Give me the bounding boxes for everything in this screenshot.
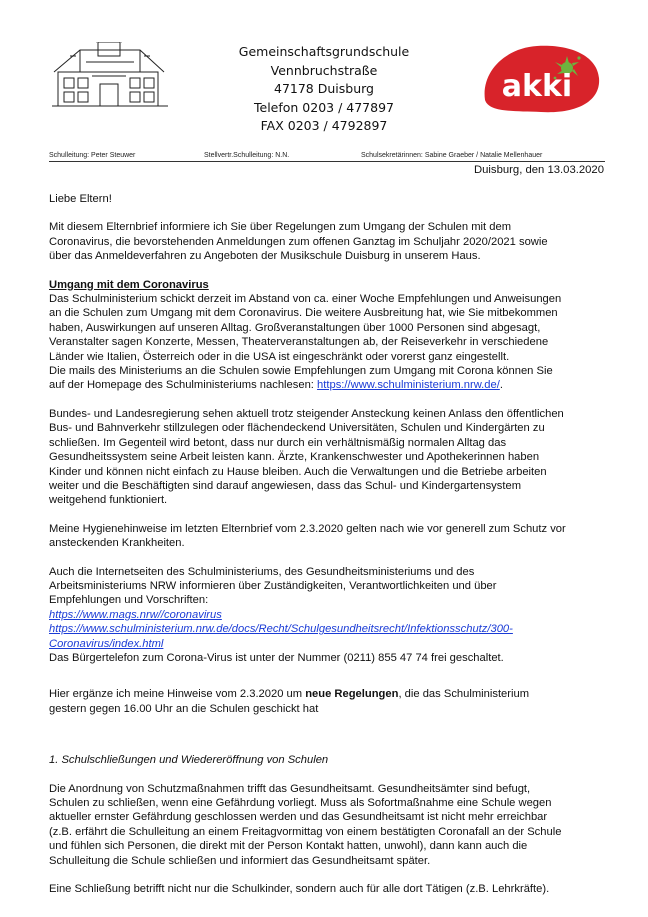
school-phone: Telefon 0203 / 477897 xyxy=(254,99,394,115)
mags-link[interactable]: https://www.mags.nrw//coronavirus xyxy=(49,608,222,621)
deputy-name: Stellvertr.Schulleitung: N.N. xyxy=(204,152,290,159)
websites-paragraph: Auch die Internetseiten des Schulministeriums, des Gesundheitsministeriums und des Arbeitsministeriums NRW informieren über Zuständigkeiten, Verantwortlichkeiten und über Empfehlungen und Vorschriften: https://www.mags.nrw//coronavirus https://www.schulministerium.nrw.de/docs/Recht/Schulgesundheitsrecht/Infektionsschutz/300- Coronavirus/index.html Das Bürgertelefon zum Corona-Virus ist unter der Nummer (0211) 855 47 74 frei geschaltet. xyxy=(49,565,609,666)
ministry-paragraph: Das Schulministerium schickt derzeit im Abstand von ca. einer Woche Empfehlungen und Anweisungen an die Schulen zum Umgang mit dem Coronavirus. Die weitere Ausbreitung hat, wie Sie mitbekommen haben, Auswirkungen auf unseren Alltag. Großveranstaltungen über 1000 Personen sind abgesagt, Veranstalter sagen Konzerte, Messen, Theaterveranstaltungen ab, der Reiseverkehr in verschiedene Länder wie Italien, Österreich oder in die USA ist eingeschränkt oder vorerst ganz eingestellt. Die mails des Ministeriums an die Schulen sowie Empfehlungen zum Umgang mit Corona können Sie auf der Homepage des Schulministeriums nachlesen: https://www.schulministerium.nrw.de/. xyxy=(49,293,562,392)
subsection-heading-closures: 1. Schulschließungen und Wiedereröffnung von Schulen xyxy=(49,754,329,767)
letter-body xyxy=(49,192,609,896)
secretaries-names: Schulsekretärinnen: Sabine Graeber / Natalie Mellenhauer xyxy=(361,152,543,159)
header-divider xyxy=(49,161,605,162)
akki-logo-text: akki xyxy=(501,69,573,104)
hygiene-paragraph: Meine Hygienehinweise im letzten Elternbrief vom 2.3.2020 gelten nach wie vor generell zum Schutz vor ansteckenden Krankheiten. xyxy=(49,522,566,550)
intro-paragraph: Mit diesem Elternbrief informiere ich Sie über Regelungen zum Umgang der Schulen mit dem Coronavirus, die bevorstehenden Anmeldungen zum offenen Ganztag im Schuljahr 2020/2021 sowie über das Anmeldeverfahren zu Angeboten der Musikschule Duisburg in unserem Haus. xyxy=(49,221,548,263)
hotline-text: Das Bürgertelefon zum Corona-Virus ist unter der Nummer (0211) 855 47 74 frei geschaltet. xyxy=(49,651,504,664)
closure-scope-paragraph: Eine Schließung betrifft nicht nur die Schulkinder, sondern auch für alle dort Tätigen (z.B. Lehrkräfte). xyxy=(49,883,550,896)
school-address-block xyxy=(200,43,448,136)
addendum-paragraph: Hier ergänze ich meine Hinweise vom 2.3.2020 um neue Regelungen, die das Schulministerium gestern gegen 16.00 Uhr an die Schulen geschickt hat xyxy=(49,688,530,715)
letter-date: Duisburg, den 13.03.2020 xyxy=(473,164,604,176)
school-fax: FAX 0203 / 4792897 xyxy=(260,118,388,133)
schulministerium-infection-link-cont[interactable]: Coronavirus/index.html xyxy=(49,637,164,650)
school-name: Gemeinschaftsgrundschule xyxy=(238,44,410,59)
school-city: 47178 Duisburg xyxy=(274,81,374,96)
schulministerium-infection-link[interactable]: https://www.schulministerium.nrw.de/docs/Recht/Schulgesundheitsrecht/Infektionsschutz/300- xyxy=(49,623,513,636)
government-paragraph: Bundes- und Landesregierung sehen aktuell trotz steigender Ansteckung keinen Anlass den öffentlichen Bus- und Bahnverkehr stillzulegen oder flächendeckend Universitäten, Schulen und Kindergärten zu schließen. Im Gegenteil wird betont, dass nur durch ein verhältnismäßig normalen Alltag das Gesundheitssystem seine Arbeit leisten kann. Ärzte, Krankenschwester und Apothekerinnen haben Kinder und können nicht einfach zu Hause bleiben. Auch die Verwaltungen und die Betriebe arbeiten weiter und die Beschäftigten sind darauf angewiesen, dass das Schul- und Kindergartensystem weitgehend funktioniert. xyxy=(49,407,564,507)
letterhead xyxy=(0,0,648,160)
principal-name: Schulleitung: Peter Steuwer xyxy=(49,152,136,159)
school-street: Vennbruchstraße xyxy=(270,62,378,78)
ministry-homepage-link[interactable]: https://www.schulministerium.nrw.de/ xyxy=(317,379,500,392)
section-heading-coronavirus: Umgang mit dem Coronavirus xyxy=(49,278,209,291)
akki-logo xyxy=(475,38,603,118)
closures-paragraph: Die Anordnung von Schutzmaßnahmen trifft das Gesundheitsamt. Gesundheitsämter sind befugt, Schulen zu schließen, wenn eine Gefährdung vorliegt. Muss als Sofortmaßnahme eine Schule wegen aktueller ernster Gefährdung geschlossen werden und das Gesundheitsamt ist nicht mehr erreichbar (z.B. erfährt die Schulleitung an einem Freitagvormittag von einem bestätigten Coronafall an der Schule und fühlen sich Personen, die direkt mit der Person Kontakt hatten, unwohl), dann kann auch die Schulleitung die Schule schließen und informiert das Gesundheitsamt später. xyxy=(49,782,562,867)
salutation: Liebe Eltern! xyxy=(49,193,112,205)
school-building-drawing xyxy=(50,42,170,112)
